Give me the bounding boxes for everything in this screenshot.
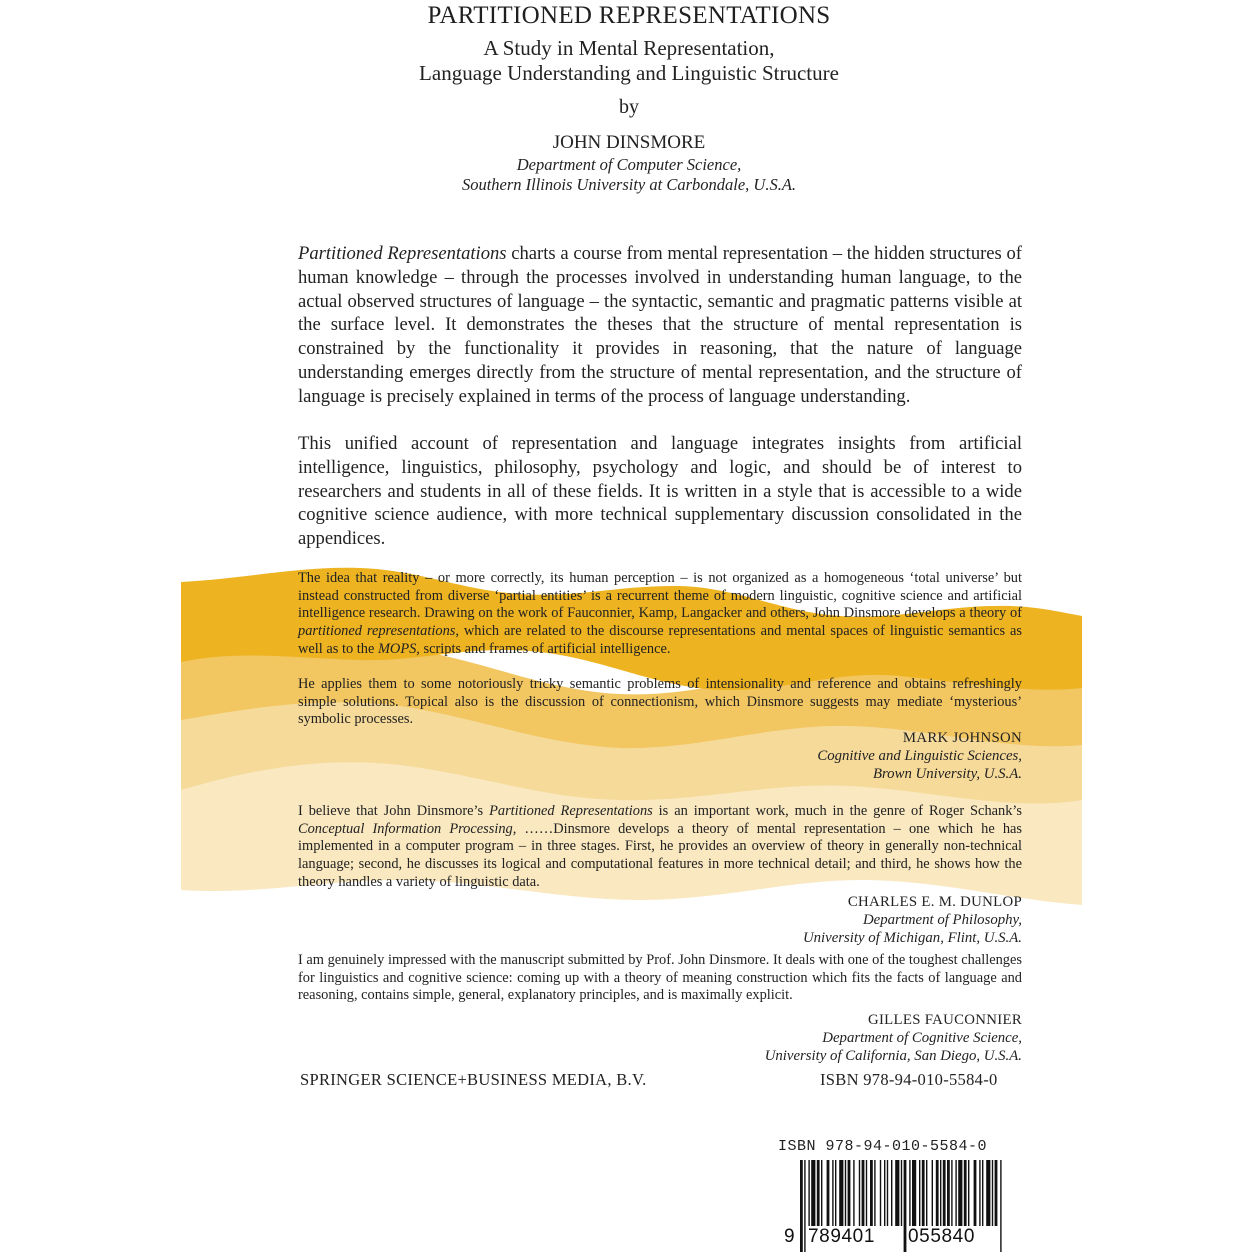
- barcode-bar: [992, 1160, 993, 1226]
- reviewer-affiliation-2: Brown University, U.S.A.: [872, 766, 1022, 782]
- barcode-bar: [870, 1160, 873, 1226]
- review-3-paragraph: I am genuinely impressed with the manuscript submitted by Prof. John Dinsmore. It deals with one of the toughest challenges for linguistics and cognitive science: coming up with a theory of meaning construction which fits the facts of language and reasoning, contains simple, general, explanatory principles, and is maximally explicit.: [298, 952, 1022, 1004]
- barcode-bar: [804, 1160, 805, 1252]
- barcode-bar: [904, 1160, 907, 1252]
- barcode-bar: [891, 1160, 892, 1226]
- barcode-bar: [986, 1160, 990, 1226]
- review-2-paragraph: [298, 803, 1022, 892]
- isbn-number: ISBN 978-94-010-5584-0: [820, 1070, 998, 1089]
- affiliation-line-2: Southern Illinois University at Carbondale, U.S.A.: [461, 175, 797, 194]
- barcode-bar: [866, 1160, 867, 1226]
- review-2-text-b: is an important work, much in the genre of Roger Schank’s: [652, 803, 1023, 819]
- barcode-bar: [982, 1160, 983, 1226]
- barcode-bar: [811, 1160, 815, 1226]
- review-1-italic-mops: MOPS,: [377, 640, 420, 657]
- reviewer-name: MARK JOHNSON: [902, 730, 1022, 746]
- barcode-bar: [979, 1160, 980, 1226]
- barcode-bar: [919, 1160, 920, 1226]
- barcode-bar: [848, 1160, 851, 1226]
- barcode-bar: [1000, 1160, 1001, 1252]
- barcode-bar: [955, 1160, 956, 1226]
- review-1-signature: [817, 729, 1022, 783]
- review-2-signature: [803, 893, 1022, 947]
- barcode-bar: [862, 1160, 865, 1226]
- barcode-digit-group-1: 789401: [808, 1226, 876, 1247]
- barcode-bar: [839, 1160, 843, 1226]
- barcode-bar: [832, 1160, 833, 1226]
- reviewer-name: CHARLES E. M. DUNLOP: [847, 894, 1022, 910]
- review-1-text-b: which are related to the discourse representations and mental spaces of linguistic semantics as well as to the: [298, 623, 1023, 657]
- subtitle-line-1: A Study in Mental Representation,: [483, 36, 775, 60]
- review-1-text-c: scripts and frames of artificial intelligence.: [419, 640, 671, 657]
- barcode-bar: [845, 1160, 846, 1226]
- barcode-bar: [964, 1160, 967, 1226]
- barcode-bar: [821, 1160, 822, 1226]
- barcode-bar: [901, 1160, 902, 1226]
- barcode-bar: [884, 1160, 885, 1226]
- barcode-bar: [922, 1160, 925, 1226]
- blurb-paragraph-1: [298, 242, 1022, 409]
- reviewer-affiliation-1: Cognitive and Linguistic Sciences,: [817, 748, 1022, 764]
- barcode: [778, 1138, 1008, 1258]
- barcode-bar: [817, 1160, 820, 1226]
- review-1-italic-term: partitioned representations,: [298, 623, 459, 640]
- blurb-paragraph-2: This unified account of representation and language integrates insights from artificial intelligence, linguistics, philosophy, psychology and logic, and should be of interest to researchers and students in all of these fields. It is written in a style that is accessible to a wide cognitive science audience, with more technical supplementary discussion consolidated in the appendices.: [298, 433, 1022, 550]
- barcode-bar: [958, 1160, 962, 1226]
- barcode-bar: [880, 1160, 881, 1226]
- review-1-text-a: The idea that reality – or more correctly, its human perception – is not organized as a homogeneous ‘total universe’ but instead constructed from diverse ‘partial entities’ is a recurrent theme of modern linguistic, cognitive science and artificial intelligence research. Drawing on the work of Fauconnier, Kamp, Langacker and others, John Dinsmore develops a theory of: [298, 570, 1022, 622]
- review-2-italic-cip: Conceptual Information Processing,: [298, 820, 517, 837]
- barcode-bar: [912, 1160, 916, 1226]
- barcode-digit-group-2: 055840: [908, 1226, 976, 1247]
- barcode-bar: [859, 1160, 860, 1226]
- barcode-bar: [853, 1160, 854, 1226]
- barcode-bar: [800, 1160, 803, 1252]
- review-3-signature: [765, 1011, 1022, 1065]
- barcode-bar: [808, 1160, 809, 1226]
- barcode-bar: [940, 1160, 941, 1226]
- barcode-bar: [936, 1160, 939, 1226]
- barcode-digit-first: 9: [784, 1226, 796, 1247]
- barcode-bar: [909, 1160, 910, 1226]
- barcode-bar: [835, 1160, 836, 1226]
- blurb-book-title: Partitioned Representations: [298, 243, 507, 264]
- barcode-bar: [947, 1160, 950, 1226]
- affiliation-line-1: Department of Computer Science,: [516, 155, 742, 174]
- reviewer-name: GILLES FAUCONNIER: [867, 1012, 1022, 1028]
- author-affiliation: [0, 155, 1258, 195]
- barcode-bar: [926, 1160, 927, 1226]
- barcode-bar: [874, 1160, 875, 1226]
- review-2-text-c: ……Dinsmore develops a theory of mental representation – one which he has implemented in a computer program – in three stages. First, he provides an overview of theory in generally non-technical language; second, he discusses its logical and computational features in more technical detail; and third, he shows how the theory handles a variety of linguistic data.: [298, 820, 1022, 890]
- subtitle-line-2: Language Understanding and Linguistic Structure: [419, 61, 839, 85]
- reviewer-affiliation-2: University of Michigan, Flint, U.S.A.: [802, 930, 1022, 946]
- barcode-isbn-label: ISBN 978-94-010-5584-0: [778, 1138, 988, 1155]
- reviewer-affiliation-1: Department of Cognitive Science,: [822, 1030, 1022, 1046]
- barcode-bar: [895, 1160, 899, 1226]
- reviewer-affiliation-2: University of California, San Diego, U.S.A.: [764, 1048, 1022, 1064]
- barcode-bar: [995, 1160, 998, 1226]
- blurb-p1-text: charts a course from mental representation – the hidden structures of human knowledge – through the processes involved in understanding human language, to the actual observed structures of language – the syntactic, semantic and pragmatic patterns visible at the surface level. It demonstrates the theses that the structure of mental representation is constrained by the functionality it provides in reasoning, that the nature of language understanding emerges directly from the structure of mental representation, and the structure of language is precisely explained in terms of the process of language understanding.: [298, 243, 1022, 407]
- barcode-bar: [827, 1160, 830, 1226]
- book-title: PARTITIONED REPRESENTATIONS: [427, 2, 831, 29]
- barcode-bar: [932, 1160, 933, 1226]
- barcode-bar: [887, 1160, 888, 1226]
- barcode-bar: [951, 1160, 952, 1226]
- publisher-name: SPRINGER SCIENCE+BUSINESS MEDIA, B.V.: [300, 1070, 647, 1089]
- reviewer-affiliation-1: Department of Philosophy,: [862, 912, 1022, 928]
- by-line: by: [619, 96, 639, 118]
- review-2-italic-book: Partitioned Representations: [489, 803, 653, 819]
- review-1-paragraph-2: He applies them to some notoriously tricky semantic problems of intensionality and reference and obtains refreshingly simple solutions. Topical also is the discussion of connectionism, which Dinsmore suggests may mediate ‘mysterious’ symbolic processes.: [298, 676, 1022, 728]
- barcode-bar: [974, 1160, 977, 1226]
- book-subtitle: [0, 36, 1258, 86]
- review-2-text-a: I believe that John Dinsmore’s: [298, 803, 490, 819]
- review-1-paragraph-1: [298, 570, 1022, 659]
- barcode-bar: [943, 1160, 946, 1226]
- author-name: JOHN DINSMORE: [552, 132, 706, 153]
- barcode-bar: [968, 1160, 969, 1226]
